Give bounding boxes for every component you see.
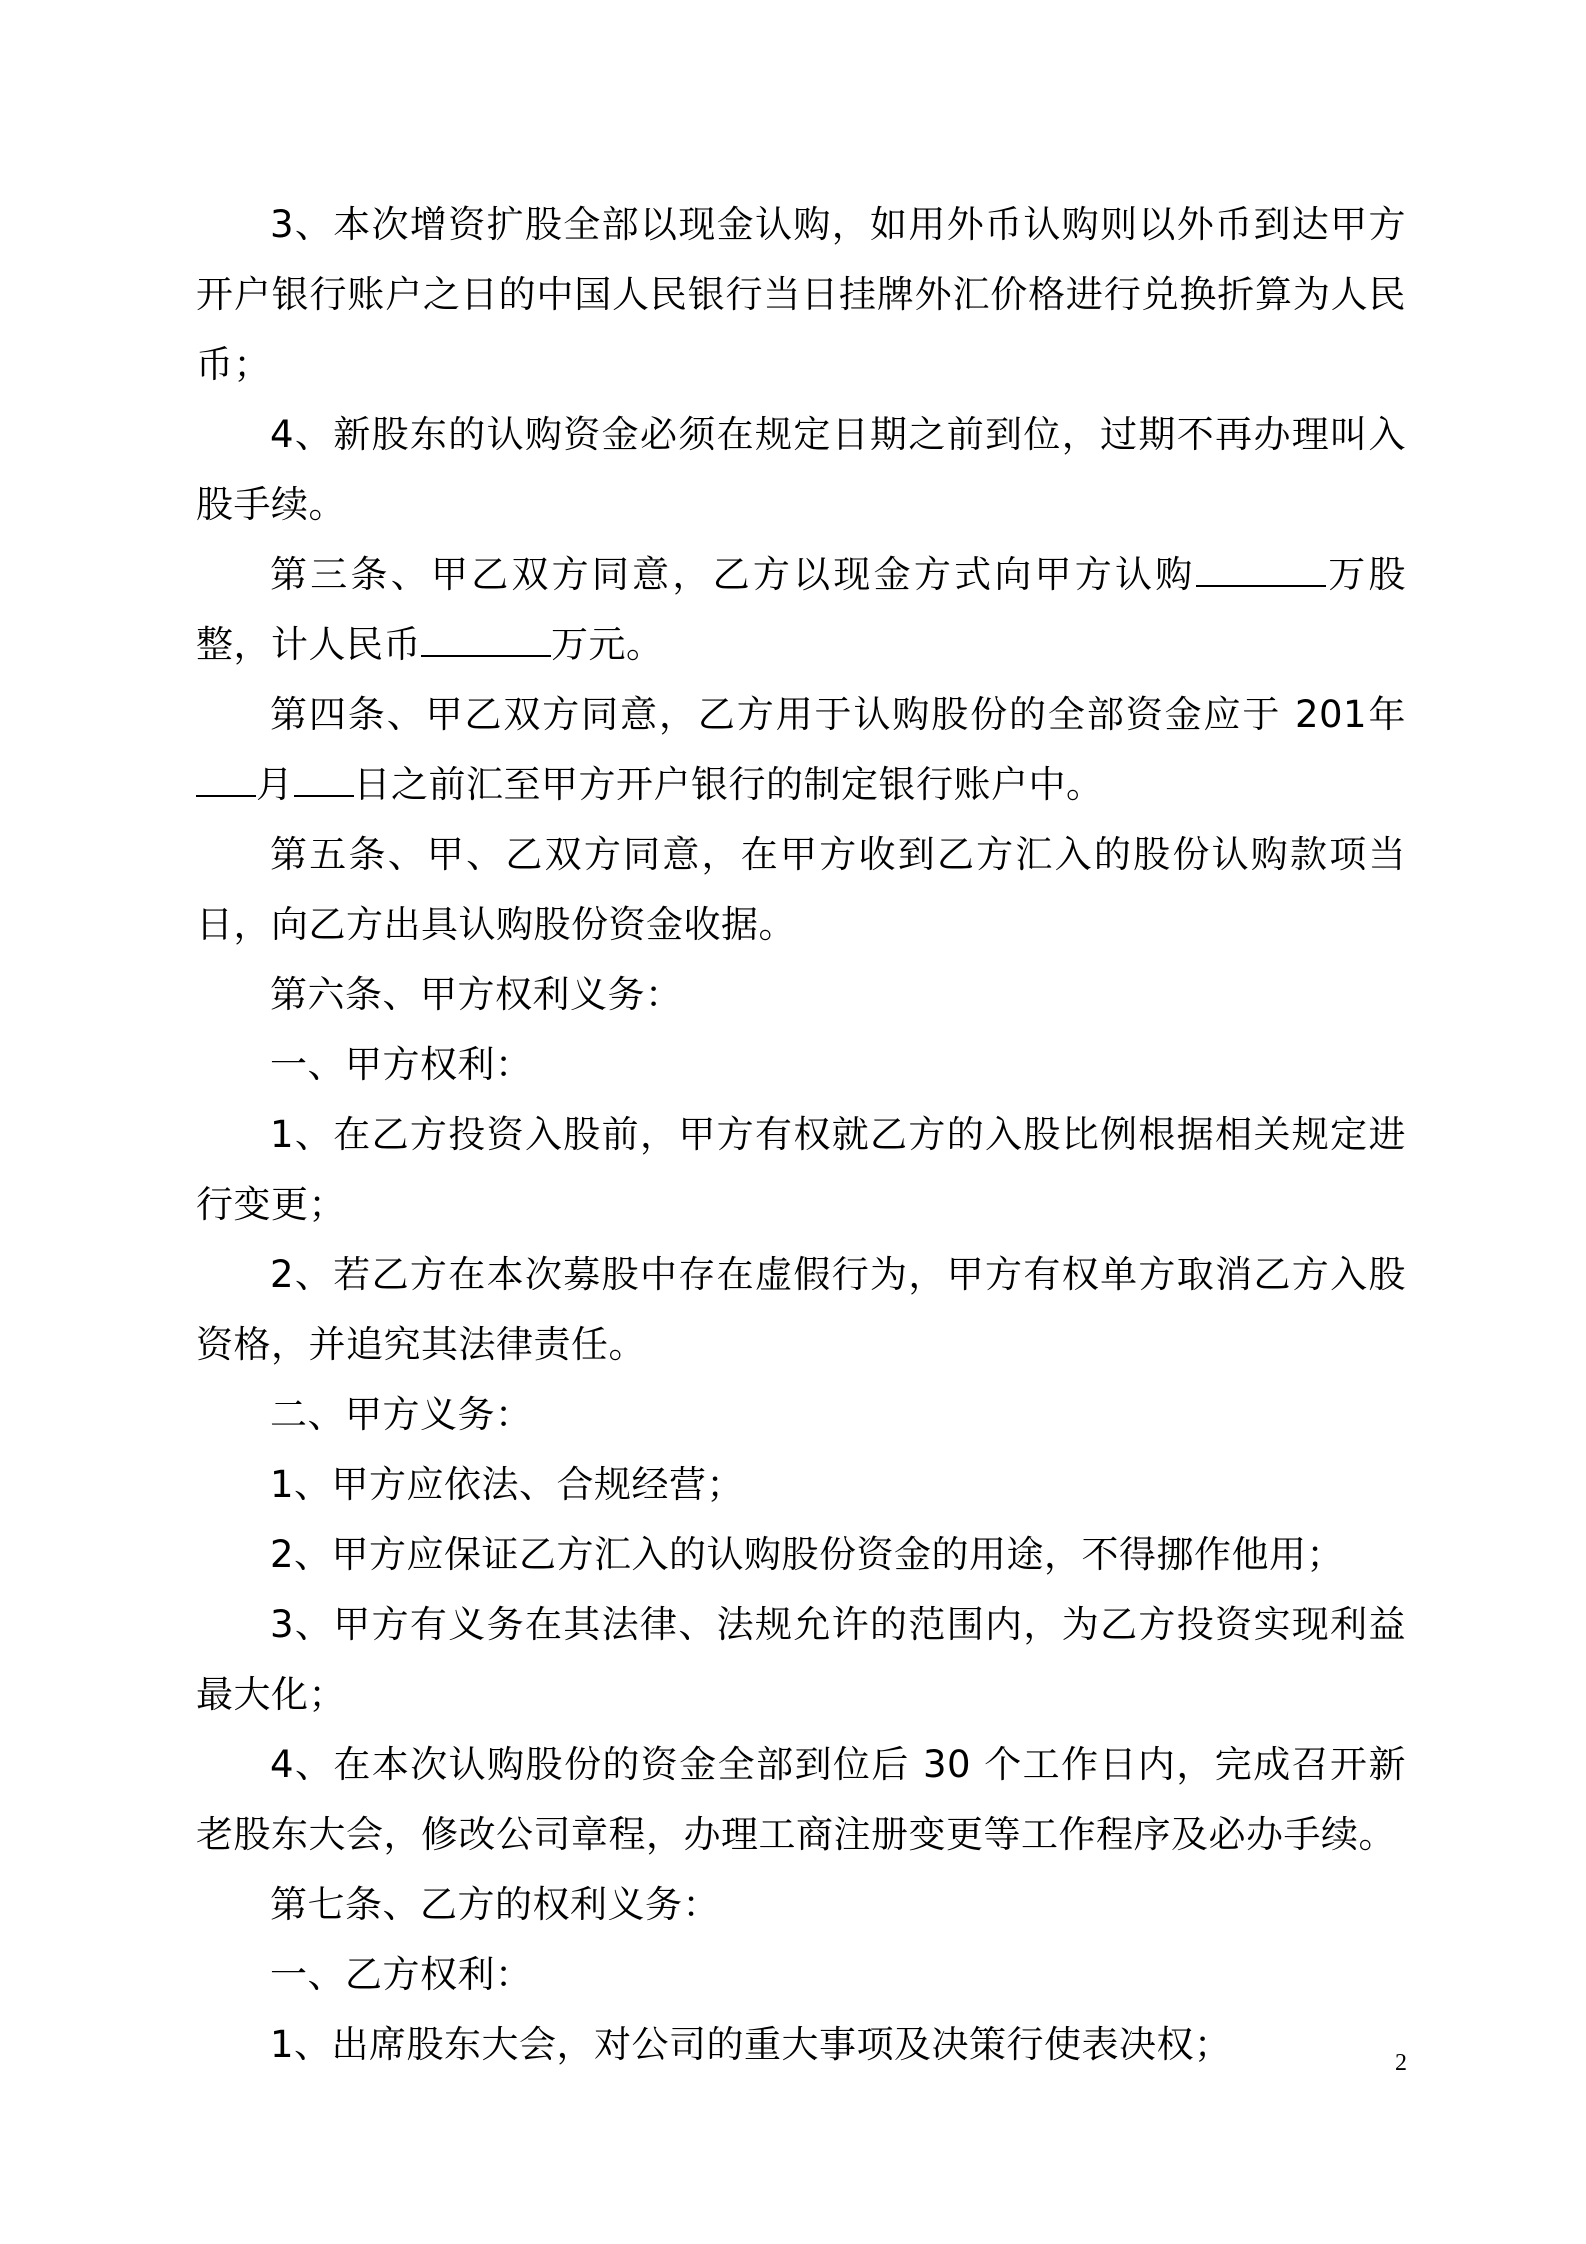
party-a-right-1: 1、在乙方投资入股前，甲方有权就乙方的入股比例根据相关规定进行变更；	[196, 1113, 1406, 1226]
article-3-text-part3: 万元。	[551, 623, 664, 666]
party-b-rights-heading: 一、乙方权利：	[270, 1953, 533, 1996]
party-a-obligations-heading: 二、甲方义务：	[270, 1393, 533, 1436]
day-blank	[294, 761, 354, 797]
party-a-obligation-4: 4、在本次认购股份的资金全部到位后 30 个工作日内，完成召开新老股东大会，修改公司章程，办理工商注册变更等工作程序及必办手续。	[196, 1743, 1406, 1856]
page-number: 2	[1395, 2050, 1407, 2076]
document-body	[196, 190, 1406, 2080]
article-4-text-part1: 第四条、甲乙双方同意，乙方用于认购股份的全部资金应于 201年	[270, 693, 1406, 736]
share-count-blank	[1196, 551, 1326, 587]
article-5-receipt: 第五条、甲、乙双方同意，在甲方收到乙方汇入的股份认购款项当日，向乙方出具认购股份资金收据。	[196, 833, 1406, 946]
article-6-heading: 第六条、甲方权利义务：	[270, 973, 683, 1016]
party-a-obligation-2: 2、甲方应保证乙方汇入的认购股份资金的用途，不得挪作他用；	[270, 1533, 1345, 1576]
article-3-text-part2: 万股整，计人民币	[196, 553, 1407, 666]
party-a-rights-heading: 一、甲方权利：	[270, 1043, 533, 1086]
party-a-obligation-1: 1、甲方应依法、合规经营；	[270, 1463, 745, 1506]
article-3-text-part1: 第三条、甲乙双方同意，乙方以现金方式向甲方认购	[270, 553, 1196, 596]
party-a-obligation-3: 3、甲方有义务在其法律、法规允许的范围内，为乙方投资实现利益最大化；	[196, 1603, 1406, 1716]
month-blank	[196, 761, 256, 797]
article-4-text-part3: 日之前汇至甲方开户银行的制定银行账户中。	[353, 763, 1104, 806]
paragraph-3-cash-subscription: 3、本次增资扩股全部以现金认购，如用外币认购则以外币到达甲方开户银行账户之日的中国人民银行当日挂牌外汇价格进行兑换折算为人民币；	[196, 203, 1406, 386]
paragraph-4-deadline: 4、新股东的认购资金必须在规定日期之前到位，过期不再办理叫入股手续。	[196, 413, 1406, 526]
article-3-subscription	[196, 540, 1406, 680]
party-a-right-2: 2、若乙方在本次募股中存在虚假行为，甲方有权单方取消乙方入股资格，并追究其法律责任。	[196, 1253, 1406, 1366]
article-4-payment-date	[196, 680, 1406, 820]
party-b-right-1: 1、出席股东大会，对公司的重大事项及决策行使表决权；	[270, 2023, 1232, 2066]
rmb-amount-blank	[421, 621, 551, 657]
article-7-heading: 第七条、乙方的权利义务：	[270, 1883, 720, 1926]
article-4-text-part2: 月	[256, 763, 294, 806]
